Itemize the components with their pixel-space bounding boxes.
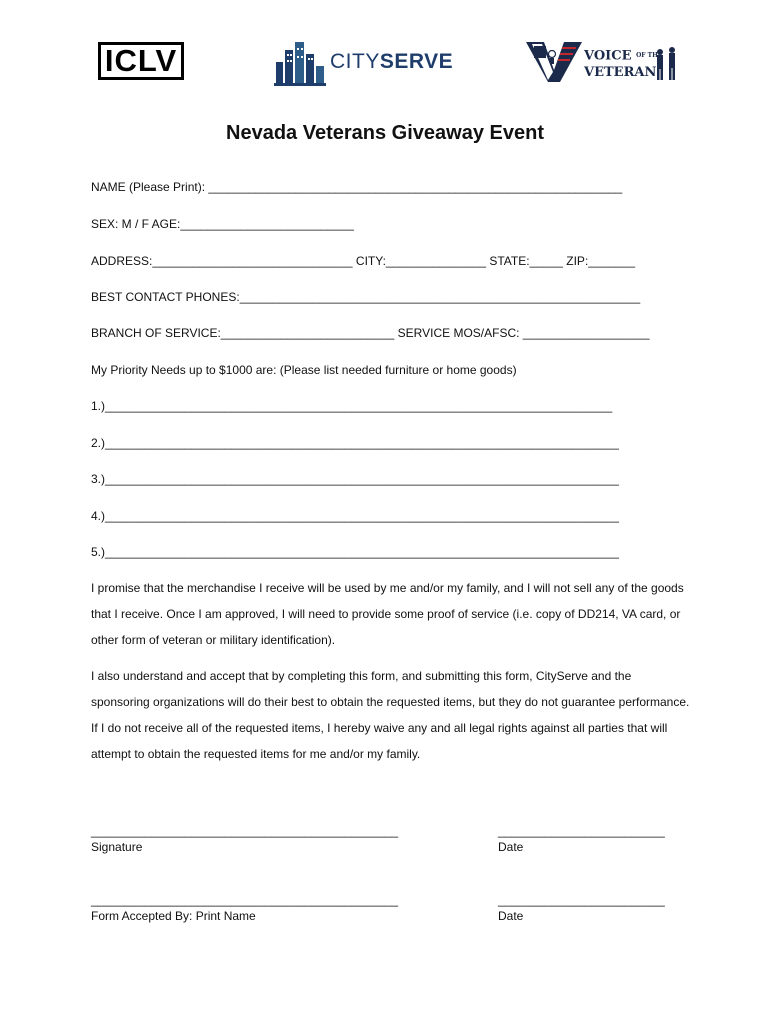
voice-of-the-veteran-logo bbox=[526, 40, 686, 84]
sex-age-field[interactable]: SEX: M / F AGE:__________________________ bbox=[91, 217, 354, 231]
promise-paragraph: I promise that the merchandise I receive will be used by me and/or my family, and I will not sell any of the goods that I receive. Once I am approved, I will need to provide some proof of service (i.e. copy of DD214, VA card, or other form of veteran or military identification). bbox=[91, 581, 684, 647]
priority-item-2[interactable]: 2.)_____________________________________________________________________________ bbox=[91, 436, 619, 450]
signature-date-block[interactable] bbox=[498, 824, 665, 854]
priority-needs-intro: My Priority Needs up to $1000 are: (Please list needed furniture or home goods) bbox=[91, 363, 517, 377]
priority-item-1[interactable]: 1.)____________________________________________________________________________ bbox=[91, 399, 613, 413]
signature-date-line[interactable]: _________________________ bbox=[498, 824, 665, 838]
cityserve-wordmark-bold: SERVE bbox=[379, 50, 454, 73]
city-skyline-icon bbox=[274, 40, 328, 86]
signature-block[interactable] bbox=[91, 824, 398, 854]
accepted-by-line[interactable]: ______________________________________________ bbox=[91, 893, 398, 907]
priority-item-5[interactable]: 5.)_____________________________________________________________________________ bbox=[91, 545, 619, 559]
header-logos bbox=[0, 38, 770, 90]
signature-date-label: Date bbox=[498, 840, 524, 854]
iclv-logo: ICLV bbox=[98, 42, 184, 80]
accepted-date-block[interactable] bbox=[498, 893, 665, 923]
address-field[interactable]: ADDRESS:______________________________ CITY:_______________ STATE:_____ ZIP:_______ bbox=[91, 254, 635, 268]
priority-item-3[interactable]: 3.)_____________________________________________________________________________ bbox=[91, 472, 619, 486]
understanding-paragraph: I also understand and accept that by completing this form, and submitting this form, CityServe and the sponsoring organizations will do their best to obtain the requested items, but they do not guarantee performance. If I do not receive all of the requested items, I hereby waive any and all legal rights against all parties that will attempt to obtain the requested items for me and/or my family. bbox=[91, 669, 690, 761]
priority-item-4[interactable]: 4.)_____________________________________________________________________________ bbox=[91, 509, 619, 523]
accepted-date-line[interactable]: _________________________ bbox=[498, 893, 665, 907]
vov-line-1: VOICE bbox=[584, 48, 632, 64]
accepted-by-label: Form Accepted By: Print Name bbox=[91, 909, 256, 923]
signature-line[interactable]: ______________________________________________ bbox=[91, 824, 398, 838]
contact-phones-field[interactable]: BEST CONTACT PHONES:____________________________________________________________ bbox=[91, 290, 641, 304]
vov-wordmark bbox=[584, 48, 662, 81]
page-title: Nevada Veterans Giveaway Event bbox=[226, 122, 544, 144]
signature-label: Signature bbox=[91, 840, 143, 854]
vov-ofthe: OF THE bbox=[636, 52, 663, 59]
branch-of-service-field[interactable]: BRANCH OF SERVICE:__________________________ SERVICE MOS/AFSC: ___________________ bbox=[91, 326, 650, 340]
vov-line-2: VETERAN bbox=[584, 64, 657, 80]
accepted-date-label: Date bbox=[498, 909, 524, 923]
cityserve-wordmark-light: CITY bbox=[330, 50, 380, 73]
cityserve-wordmark bbox=[330, 50, 453, 74]
name-field[interactable]: NAME (Please Print): ______________________________________________________________ bbox=[91, 180, 623, 194]
accepted-by-block[interactable] bbox=[91, 893, 398, 923]
